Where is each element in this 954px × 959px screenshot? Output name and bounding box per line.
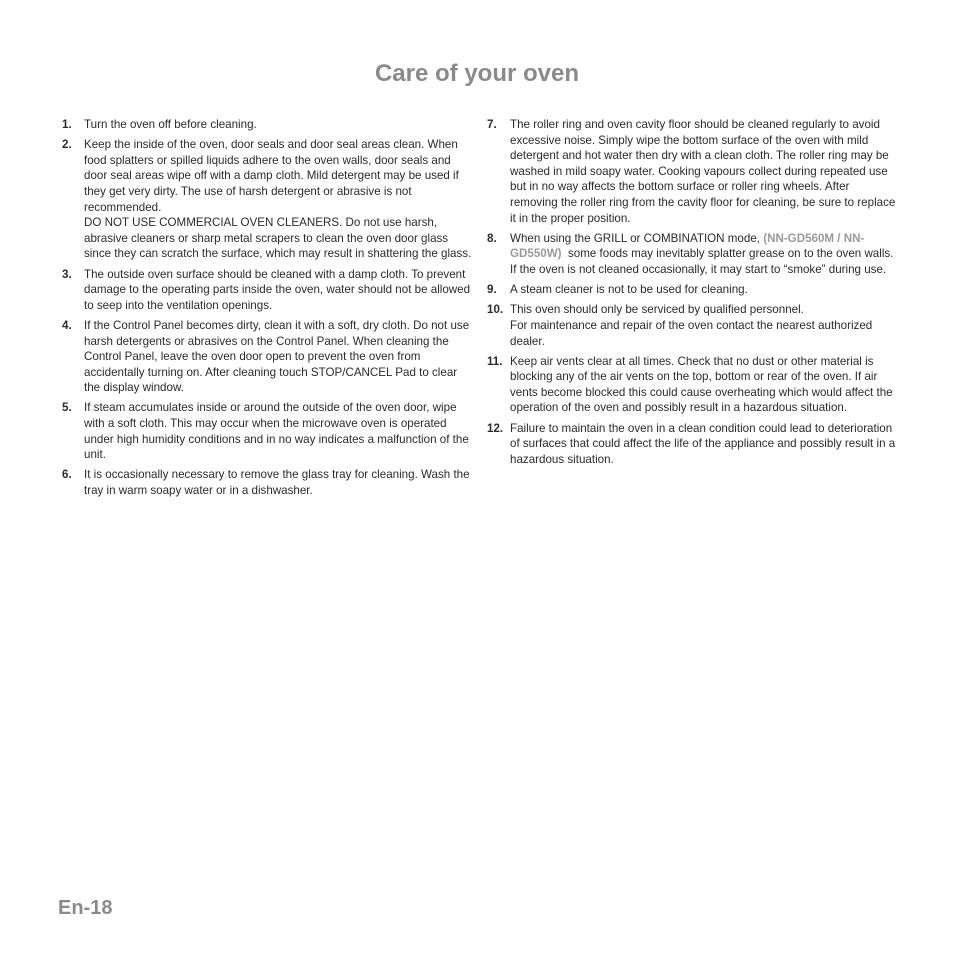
list-item-10: [487, 302, 899, 349]
item-number: 9.: [487, 283, 497, 297]
right-column: [487, 117, 899, 472]
item-text: DO NOT USE COMMERCIAL OVEN CLEANERS. Do not use harsh, abrasive cleaners or sharp metal scrapers to clean the oven door glass since they can scratch the surface, which may result in shattering the glass.: [84, 216, 472, 261]
item-text: A steam cleaner is not to be used for cleaning.: [510, 283, 748, 297]
left-column: [62, 117, 472, 503]
list-item-7: [487, 117, 899, 226]
list-item-8: [487, 231, 899, 278]
list-item-3: [62, 267, 472, 314]
list-item-1: [62, 117, 472, 133]
list-item-6: [62, 467, 472, 498]
item-number: 5.: [62, 401, 72, 415]
item-text: The roller ring and oven cavity floor should be cleaned regularly to avoid excessive noise. Simply wipe the bottom surface of the oven with mild detergent and hot water then dry with a clean cloth. The roller ring may be washed in mild soapy water. Cooking vapours collect during repeated use but in no way affects the bottom surface or roller ring wheels. After removing the roller ring from the cavity floor for cleaning, be sure to replace it in the proper position.: [510, 118, 896, 225]
item-number: 10.: [487, 303, 504, 317]
item-text-after: some foods may inevitably splatter grease on to the oven walls. If the oven is not cleaned occasionally, it may start to “smoke” during use.: [510, 247, 897, 276]
list-item-11: [487, 354, 899, 416]
item-text: Turn the oven off before cleaning.: [84, 118, 257, 131]
cleaning-instructions-list-right: [487, 117, 899, 467]
item-text-line-1: This oven should only be serviced by qualified personnel.: [510, 303, 804, 317]
item-number: 8.: [487, 231, 497, 245]
item-number: 4.: [62, 318, 72, 332]
page-number: En-18: [58, 897, 113, 919]
page-title: Care of your oven: [374, 60, 580, 87]
model-number: (NN-GD560M / NN-GD550W): [510, 231, 865, 261]
item-number: 3.: [62, 267, 72, 281]
item-number: 2.: [62, 138, 72, 152]
item-text-line-2: For maintenance and repair of the oven contact the nearest authorized dealer.: [510, 318, 873, 348]
item-text: If steam accumulates inside or around the outside of the oven door, wipe with a soft cloth. This may occur when the microwave oven is operated under high humidity conditions and in no way indicates a malfunction of the unit.: [84, 401, 469, 462]
item-number: 1.: [62, 118, 72, 131]
list-item-2: [62, 137, 472, 262]
item-number: 12.: [487, 421, 504, 435]
item-text: The outside oven surface should be cleaned with a damp cloth. To prevent damage to the operating parts inside the oven, water should not be allowed to seep into the ventilation openings.: [84, 267, 471, 312]
list-item-9: [487, 282, 899, 298]
item-number: 7.: [487, 118, 497, 131]
cleaning-instructions-list-left: [62, 117, 472, 499]
item-number: 6.: [62, 468, 72, 482]
list-item-5: [62, 400, 472, 462]
item-number: 11.: [487, 354, 503, 368]
list-item-12: [487, 421, 899, 468]
item-text: Failure to maintain the oven in a clean condition could lead to deterioration of surfaces that could affect the life of the appliance and possibly result in a hazardous situation.: [510, 421, 896, 466]
item-text-before: When using the GRILL or COMBINATION mode,: [510, 231, 764, 245]
item-text: Keep air vents clear at all times. Check that no dust or other material is blocking any of the air vents on the top, bottom or rear of the oven. If air vents become blocked this could cause overheating which would affect the operation of the oven and possibly result in a hazardous situation.: [510, 354, 893, 415]
list-item-4: [62, 318, 472, 396]
item-text: It is occasionally necessary to remove the glass tray for cleaning. Wash the tray in warm soapy water or in a dishwasher.: [84, 468, 470, 498]
item-text: Keep the inside of the oven, door seals and door seal areas clean. When food splatters or spilled liquids adhere to the oven walls, door seals and door seal areas wipe off with a damp cloth. Mild detergent may be used if they get very dirty. The use of harsh detergent or abrasive is not recommended.: [84, 138, 459, 214]
item-text: [510, 231, 899, 278]
item-text: If the Control Panel becomes dirty, clean it with a soft, dry cloth. Do not use harsh detergents or abrasives on the Control Panel. When cleaning the Control Panel, leave the oven door open to prevent the oven from accidentally turning on. After cleaning touch STOP/CANCEL Pad to clear the display window.: [84, 318, 470, 395]
